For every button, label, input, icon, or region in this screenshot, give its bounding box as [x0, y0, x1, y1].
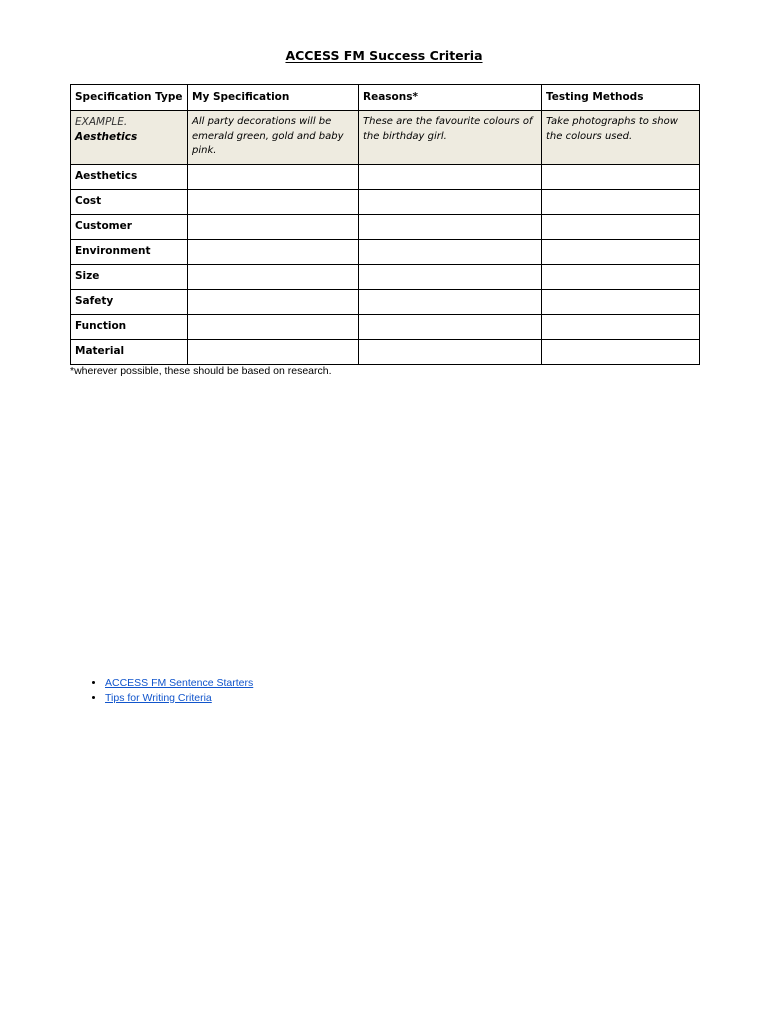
example-type-cell	[71, 111, 188, 165]
table-row	[71, 215, 700, 240]
reasons-cell[interactable]	[359, 340, 542, 365]
testing-methods-cell[interactable]	[542, 265, 700, 290]
header-my-specification: My Specification	[188, 85, 359, 111]
list-item	[105, 676, 253, 691]
table-row	[71, 240, 700, 265]
tips-writing-criteria-link[interactable]: Tips for Writing Criteria	[105, 691, 212, 704]
footnote: *wherever possible, these should be based on research.	[70, 365, 332, 377]
table-row	[71, 290, 700, 315]
my-specification-cell[interactable]	[188, 240, 359, 265]
header-testing-methods: Testing Methods	[542, 85, 700, 111]
table-row	[71, 190, 700, 215]
header-reasons: Reasons*	[359, 85, 542, 111]
specification-type-cell: Safety	[71, 290, 188, 315]
success-criteria-table	[70, 84, 700, 365]
testing-methods-cell[interactable]	[542, 190, 700, 215]
reasons-cell[interactable]	[359, 315, 542, 340]
specification-type-cell: Function	[71, 315, 188, 340]
testing-methods-cell[interactable]	[542, 315, 700, 340]
testing-methods-cell[interactable]	[542, 340, 700, 365]
testing-methods-cell[interactable]	[542, 290, 700, 315]
header-specification-type: Specification Type	[71, 85, 188, 111]
reasons-cell[interactable]	[359, 290, 542, 315]
specification-type-cell: Size	[71, 265, 188, 290]
my-specification-cell[interactable]	[188, 190, 359, 215]
table-header-row	[71, 85, 700, 111]
specification-type-cell: Customer	[71, 215, 188, 240]
table-row	[71, 265, 700, 290]
example-specification-cell: All party decorations will be emerald green, gold and baby pink.	[188, 111, 359, 165]
my-specification-cell[interactable]	[188, 215, 359, 240]
specification-type-cell: Aesthetics	[71, 165, 188, 190]
table-row	[71, 315, 700, 340]
my-specification-cell[interactable]	[188, 290, 359, 315]
reasons-cell[interactable]	[359, 215, 542, 240]
reasons-cell[interactable]	[359, 165, 542, 190]
specification-type-cell: Material	[71, 340, 188, 365]
testing-methods-cell[interactable]	[542, 215, 700, 240]
list-item	[105, 691, 253, 706]
my-specification-cell[interactable]	[188, 165, 359, 190]
reasons-cell[interactable]	[359, 240, 542, 265]
sentence-starters-link[interactable]: ACCESS FM Sentence Starters	[105, 677, 254, 689]
page-title: ACCESS FM Success Criteria	[285, 48, 483, 63]
testing-methods-cell[interactable]	[542, 240, 700, 265]
example-row	[71, 111, 700, 165]
reasons-cell[interactable]	[359, 265, 542, 290]
example-testing-cell: Take photographs to show the colours used.	[542, 111, 700, 165]
table-row	[71, 165, 700, 190]
example-reasons-cell: These are the favourite colours of the birthday girl.	[359, 111, 542, 165]
example-tag: EXAMPLE.	[75, 116, 128, 128]
specification-type-cell: Environment	[71, 240, 188, 265]
example-type: Aesthetics	[75, 130, 138, 143]
my-specification-cell[interactable]	[188, 340, 359, 365]
my-specification-cell[interactable]	[188, 315, 359, 340]
testing-methods-cell[interactable]	[542, 165, 700, 190]
specification-type-cell: Cost	[71, 190, 188, 215]
reasons-cell[interactable]	[359, 190, 542, 215]
resource-links-list	[70, 676, 253, 705]
my-specification-cell[interactable]	[188, 265, 359, 290]
table-row	[71, 340, 700, 365]
